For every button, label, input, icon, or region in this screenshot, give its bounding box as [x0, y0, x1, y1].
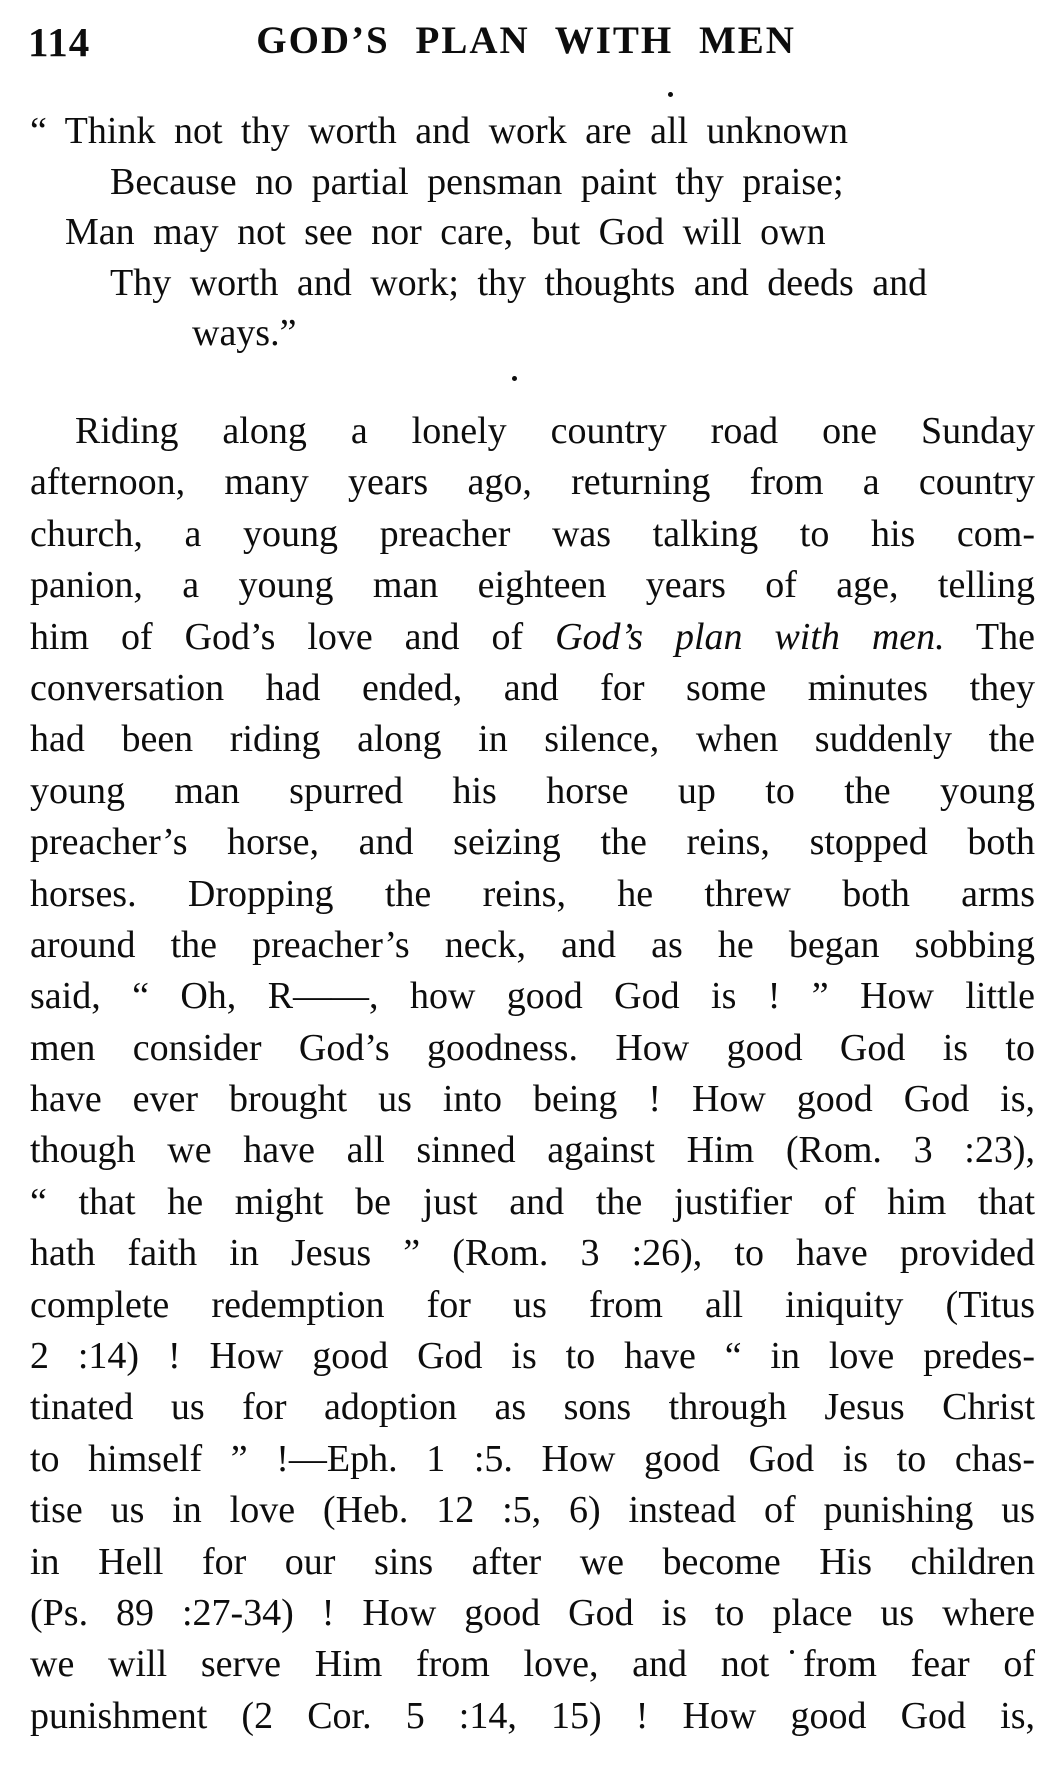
- body-line: though we have all sinned against Him (Rom. 3 :23),: [30, 1129, 1035, 1172]
- body-line: (Ps. 89 :27-34) ! How good God is to place us where: [30, 1591, 1035, 1634]
- poem-line: “ Think not thy worth and work are all unknown: [30, 110, 848, 152]
- body-line: in Hell for our sins after we become His children: [30, 1540, 1035, 1583]
- book-title-italic: God’s plan with men.: [555, 615, 945, 658]
- poem-line: Thy worth and work; thy thoughts and deeds and: [110, 261, 928, 304]
- body-line: church, a young preacher was talking to his com-: [30, 512, 1035, 555]
- body-line: we will serve Him from love, and not from fear of: [30, 1643, 1035, 1686]
- body-line: have ever brought us into being ! How good God is,: [30, 1078, 1035, 1121]
- body-line: punishment (2 Cor. 5 :14, 15) ! How good God is,: [30, 1694, 1035, 1737]
- body-line: preacher’s horse, and seizing the reins, stopped both: [30, 821, 1035, 864]
- body-line: conversation had ended, and for some minutes they: [30, 666, 1035, 709]
- body-line-segment: The: [944, 615, 1035, 658]
- body-line: Riding along a lonely country road one Sunday: [75, 410, 1035, 452]
- body-line-segment: him of God’s love and of: [30, 615, 556, 658]
- body-line: afternoon, many years ago, returning from a country: [30, 461, 1035, 504]
- body-line: young man spurred his horse up to the young: [30, 769, 1035, 812]
- running-header: [28, 18, 1035, 66]
- body-line: had been riding along in silence, when suddenly the: [30, 718, 1035, 761]
- body-line: horses. Dropping the reins, he threw both arms: [30, 872, 1035, 915]
- body-line: men consider God’s goodness. How good God is to: [30, 1026, 1035, 1069]
- body-line: said, “ Oh, R——, how good God is ! ” How little: [30, 975, 1035, 1018]
- body-line-with-italic: [30, 612, 1035, 663]
- body-line: hath faith in Jesus ” (Rom. 3 :26), to have provided: [30, 1232, 1035, 1275]
- poem-line: Man may not see nor care, but God will own: [65, 211, 826, 253]
- scan-speck: [668, 92, 673, 97]
- poem-line: ways.”: [192, 312, 297, 354]
- page-title: GOD’S PLAN WITH MEN: [256, 19, 796, 62]
- body-line: “ that he might be just and the justifier of him that: [30, 1180, 1035, 1223]
- poem-quote: [30, 106, 1038, 359]
- body-line: panion, a young man eighteen years of age, telling: [30, 564, 1035, 607]
- body-line: to himself ” !—Eph. 1 :5. How good God is to chas-: [30, 1437, 1035, 1480]
- body-line: around the preacher’s neck, and as he began sobbing: [30, 923, 1035, 966]
- body-line: tise us in love (Heb. 12 :5, 6) instead of punishing us: [30, 1489, 1035, 1532]
- body-line: complete redemption for us from all iniquity (Titus: [30, 1283, 1035, 1326]
- page-number: 114: [28, 19, 91, 65]
- body-line: 2 :14) ! How good God is to have “ in love predes-: [30, 1335, 1035, 1378]
- main-paragraph: [30, 406, 1035, 1742]
- poem-line: Because no partial pensman paint thy praise;: [110, 160, 844, 203]
- body-line: tinated us for adoption as sons through Jesus Christ: [30, 1386, 1035, 1429]
- scan-speck: [512, 376, 517, 381]
